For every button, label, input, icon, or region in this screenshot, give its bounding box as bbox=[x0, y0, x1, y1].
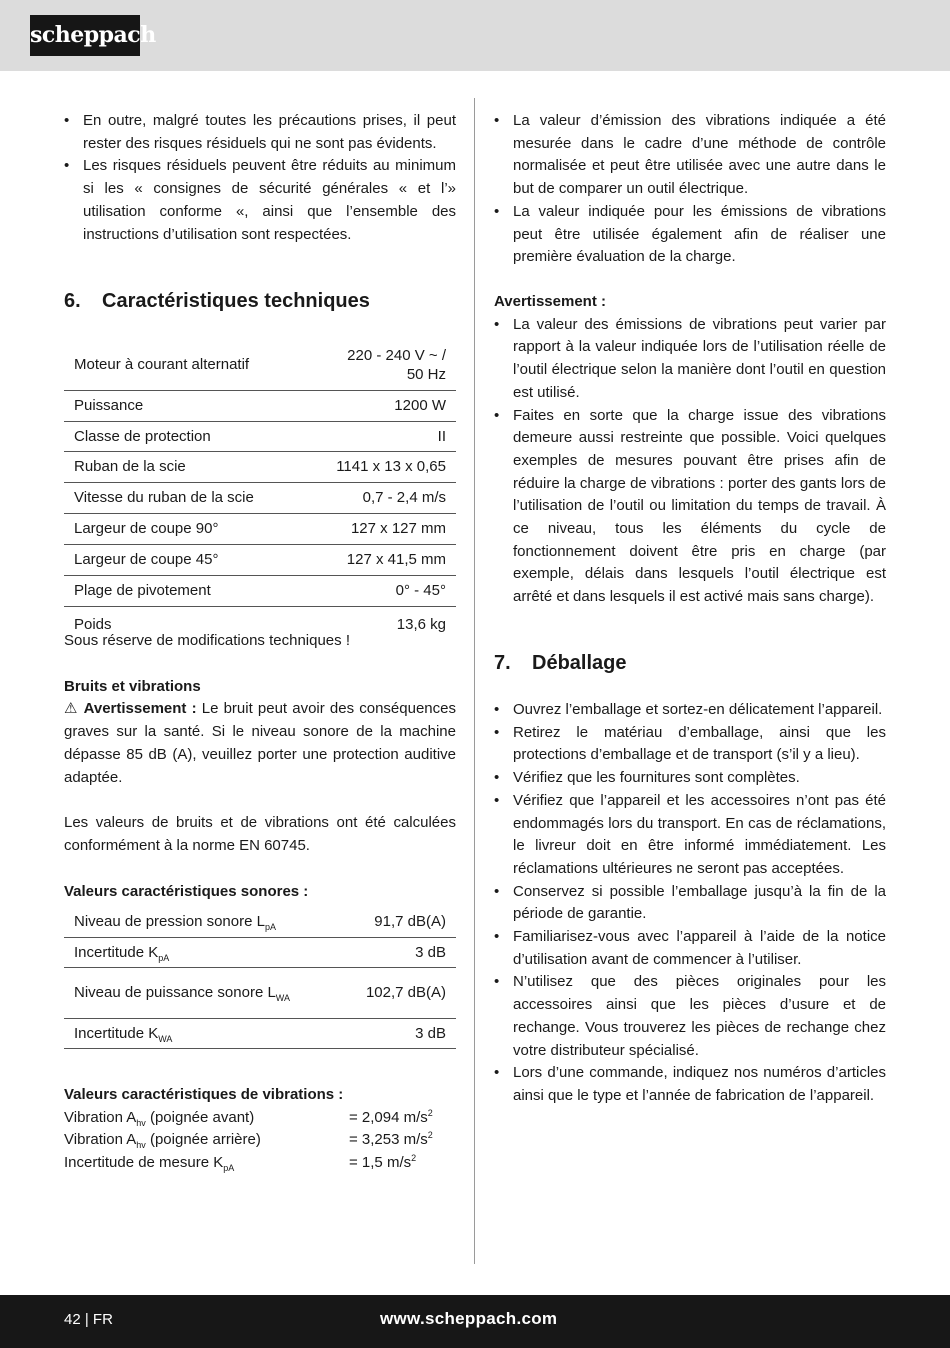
spec-label: Largeur de coupe 90° bbox=[64, 513, 326, 544]
column-divider bbox=[474, 98, 475, 1264]
list-item: • Vérifiez que l’appareil et les accessoires n’ont pas été endommagés lors du transport. En cas de réclamations, le livreur doit en être informé immédiatement. Les réclamations ultérieures ne seront pas acceptées. bbox=[494, 790, 886, 881]
specs-table bbox=[64, 340, 456, 634]
spec-value: 127 x 127 mm bbox=[326, 513, 456, 544]
list-item: • Les risques résiduels peuvent être réduits au minimum si les « consignes de sécurité générales « et l’» utilisation conforme «, ainsi que l’ensemble des instructions d’utilisation sont respectées. bbox=[64, 155, 456, 246]
section-6-heading bbox=[64, 288, 456, 314]
list-item: • Ouvrez l’emballage et sortez-en délicatement l’appareil. bbox=[494, 699, 886, 722]
table-row bbox=[64, 513, 456, 544]
spec-label: Largeur de coupe 45° bbox=[64, 544, 326, 575]
spec-value: 1200 W bbox=[326, 390, 456, 421]
spec-value: 220 - 240 V ~ / 50 Hz bbox=[326, 340, 456, 390]
vibration-section bbox=[64, 1084, 456, 1175]
spec-value: 1141 x 13 x 0,65 bbox=[326, 451, 456, 482]
table-row bbox=[64, 906, 456, 937]
sound-value: 3 dB bbox=[334, 1018, 456, 1048]
sound-label: Niveau de puissance sonore $L_{WA}$ bbox=[64, 967, 334, 1018]
section-number: 6. bbox=[64, 290, 81, 312]
page-number: 42 | FR bbox=[64, 1311, 113, 1328]
spec-value: 0,7 - 2,4 m/s bbox=[326, 482, 456, 513]
list-item: • La valeur des émissions de vibrations peut varier par rapport à la valeur indiquée lors de l’utilisation réelle de l’outil électrique selon la manière dont l’outil en question est utilisé. bbox=[494, 314, 886, 405]
sound-heading: Valeurs caractéristiques sonores : bbox=[64, 882, 309, 900]
spec-value: 13,6 kg bbox=[396, 616, 446, 633]
spec-value: 127 x 41,5 mm bbox=[326, 544, 456, 575]
vibration-row: Vibration $A_{hv}$ (poignée arrière) = 3,253 $m/s^2$ bbox=[64, 1130, 433, 1151]
table-row bbox=[64, 544, 456, 575]
spec-label: Classe de protection bbox=[64, 421, 326, 451]
list-item: • Vérifiez que les fournitures sont complètes. bbox=[494, 767, 886, 790]
right-intro bbox=[494, 110, 886, 269]
table-row bbox=[64, 451, 456, 482]
list-item: • La valeur d’émission des vibrations indiquée a été mesurée dans le cadre d’une méthode de contrôle normalisée et peut être utilisée avec une autre dans le but de comparer un outil électrique. bbox=[494, 110, 886, 201]
list-item: • En outre, malgré toutes les précautions prises, il peut rester des risques résiduels qui ne sont pas évidents. bbox=[64, 110, 456, 155]
section-title: Déballage bbox=[532, 652, 627, 674]
sound-value: 91,7 dB(A) bbox=[334, 906, 456, 937]
vibration-row: Incertitude de mesure $K_{pA}$ = 1,5 $m/s^2$ bbox=[64, 1153, 417, 1174]
unpack-section bbox=[494, 699, 886, 1108]
section-7-heading bbox=[494, 650, 886, 676]
spec-label: Ruban de la scie bbox=[64, 451, 326, 482]
left-intro bbox=[64, 110, 456, 246]
noise-warning bbox=[64, 698, 456, 789]
warning-list bbox=[494, 314, 886, 609]
warning-triangle-icon: ⚠ bbox=[64, 700, 79, 718]
unpack-list bbox=[494, 699, 886, 1108]
warning-label: Avertissement : bbox=[83, 700, 197, 718]
calc-text: Les valeurs de bruits et de vibrations ont été calculées conformément à la norme EN 60745. bbox=[64, 814, 456, 854]
scheppach-logo: scheppach bbox=[30, 15, 140, 56]
table-row bbox=[64, 421, 456, 451]
noise-heading: Bruits et vibrations bbox=[64, 677, 201, 695]
sound-value: 102,7 dB(A) bbox=[334, 967, 456, 1018]
list-item: • Lors d’une commande, indiquez nos numéros d’articles ainsi que le type et l’année de fabrication de l’appareil. bbox=[494, 1062, 886, 1107]
table-row bbox=[64, 937, 456, 967]
spec-label: Vitesse du ruban de la scie bbox=[64, 482, 326, 513]
page-header bbox=[0, 0, 950, 71]
table-row bbox=[64, 1018, 456, 1048]
left-noise-section bbox=[64, 630, 456, 903]
sound-label: Niveau de pression sonore $L_{pA}$ bbox=[64, 906, 334, 937]
section-title: Caractéristiques techniques bbox=[102, 290, 370, 312]
table-row bbox=[64, 482, 456, 513]
spec-label: Poids bbox=[74, 616, 112, 633]
vibration-row: Vibration $A_{hv}$ (poignée avant) = 2,094 $m/s^2$ bbox=[64, 1107, 433, 1128]
website-link[interactable]: www.scheppach.com bbox=[380, 1309, 558, 1328]
sound-label: Incertitude $K_{WA}$ bbox=[64, 1018, 334, 1048]
list-item: • Conservez si possible l’emballage jusqu’à la fin de la période de garantie. bbox=[494, 881, 886, 926]
table-row bbox=[64, 390, 456, 421]
list-item: • N’utilisez que des pièces originales pour les accessoires ainsi que les pièces d’usure et de rechange. Vous trouverez les pièces de rechange chez votre distributeur spécialisé. bbox=[494, 971, 886, 1062]
warning-text: Le bruit peut avoir des conséquences graves sur la santé. Si le niveau sonore de la machine dépasse 85 dB (A), veuillez porter une protection auditive adaptée. bbox=[64, 700, 456, 786]
table-row bbox=[64, 967, 456, 1018]
residual-risk-list bbox=[64, 110, 456, 246]
warning-heading: Avertissement : bbox=[494, 293, 606, 310]
table-row bbox=[64, 340, 456, 390]
spec-label: Puissance bbox=[64, 390, 326, 421]
section-number: 7. bbox=[494, 652, 511, 674]
sound-label: Incertitude $K_{pA}$ bbox=[64, 937, 334, 967]
list-item: • Faites en sorte que la charge issue des vibrations demeure aussi restreinte que possible. Voici quelques exemples de mesures pouvant être prises afin de réduire la charge de vibrations : porter des gants lors de l’utilisation de l’outil ou limitation du temps de travail. À ce niveau, tous les éléments du cycle de fonctionnement doivent être pris en charge (par exemple, délais dans lesquels l’outil électrique est arrêté et dans lesquels il est activé mais sans charge). bbox=[494, 405, 886, 609]
spec-value: 0° - 45° bbox=[326, 575, 456, 606]
list-item: • Retirez le matériau d’emballage, ainsi que les protections d’emballage et de transport (s’il y a lieu). bbox=[494, 722, 886, 767]
spec-label: Moteur à courant alternatif bbox=[64, 340, 326, 390]
page-footer bbox=[0, 1295, 950, 1348]
list-item: • Familiarisez-vous avec l’appareil à l’aide de la notice d’utilisation avant de commencer à l’utiliser. bbox=[494, 926, 886, 971]
sound-table bbox=[64, 906, 456, 1049]
reserve-note: Sous réserve de modifications techniques ! bbox=[64, 632, 350, 649]
list-item: • La valeur indiquée pour les émissions de vibrations peut être utilisée également afin de réaliser une première évaluation de la charge. bbox=[494, 201, 886, 269]
table-row bbox=[64, 575, 456, 606]
sound-value: 3 dB bbox=[334, 937, 456, 967]
right-warning bbox=[494, 291, 886, 609]
spec-value: II bbox=[326, 421, 456, 451]
vibration-heading: Valeurs caractéristiques de vibrations : bbox=[64, 1086, 344, 1103]
spec-label: Plage de pivotement bbox=[64, 575, 326, 606]
vibration-info-list bbox=[494, 110, 886, 269]
